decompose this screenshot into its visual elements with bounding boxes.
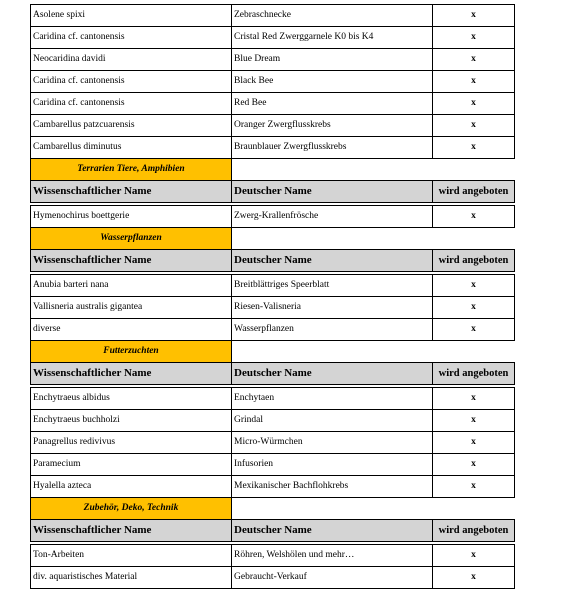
section-title-row bbox=[31, 498, 515, 520]
table-row bbox=[31, 5, 515, 27]
section-title: Wasserpflanzen bbox=[31, 228, 232, 250]
table-row bbox=[31, 319, 515, 341]
header-scientific-name: Wissenschaftlicher Name bbox=[31, 250, 232, 272]
table-row bbox=[31, 476, 515, 498]
table-row bbox=[31, 49, 515, 71]
german-name-cell: Zebraschnecke bbox=[232, 5, 433, 27]
header-german-name: Deutscher Name bbox=[232, 520, 433, 542]
empty-cell bbox=[232, 341, 515, 363]
offered-mark-cell: x bbox=[433, 93, 515, 115]
header-german-name: Deutscher Name bbox=[232, 363, 433, 385]
scientific-name-cell: Enchytraeus buchholzi bbox=[31, 410, 232, 432]
header-offered: wird angeboten bbox=[433, 363, 515, 385]
german-name-cell: Röhren, Welshölen und mehr… bbox=[232, 545, 433, 567]
offered-mark-cell: x bbox=[433, 5, 515, 27]
german-name-cell: Blue Dream bbox=[232, 49, 433, 71]
german-name-cell: Oranger Zwergflusskrebs bbox=[232, 115, 433, 137]
german-name-cell: Mexikanischer Bachflohkrebs bbox=[232, 476, 433, 498]
german-name-cell: Cristal Red Zwerggarnele K0 bis K4 bbox=[232, 27, 433, 49]
header-scientific-name: Wissenschaftlicher Name bbox=[31, 363, 232, 385]
scientific-name-cell: Caridina cf. cantonensis bbox=[31, 71, 232, 93]
offer-table bbox=[30, 4, 515, 589]
scientific-name-cell: diverse bbox=[31, 319, 232, 341]
column-header-row bbox=[31, 181, 515, 203]
column-header-row bbox=[31, 250, 515, 272]
offered-mark-cell: x bbox=[433, 432, 515, 454]
empty-cell bbox=[232, 159, 515, 181]
scientific-name-cell: Cambarellus patzcuarensis bbox=[31, 115, 232, 137]
offered-mark-cell: x bbox=[433, 137, 515, 159]
empty-cell bbox=[232, 498, 515, 520]
scientific-name-cell: Ton-Arbeiten bbox=[31, 545, 232, 567]
offered-mark-cell: x bbox=[433, 71, 515, 93]
column-header-row bbox=[31, 363, 515, 385]
german-name-cell: Wasserpflanzen bbox=[232, 319, 433, 341]
scientific-name-cell: div. aquaristisches Material bbox=[31, 567, 232, 589]
table-row bbox=[31, 206, 515, 228]
column-header-row bbox=[31, 520, 515, 542]
german-name-cell: Enchytaen bbox=[232, 388, 433, 410]
german-name-cell: Gebraucht-Verkauf bbox=[232, 567, 433, 589]
table-row bbox=[31, 297, 515, 319]
offered-mark-cell: x bbox=[433, 319, 515, 341]
scientific-name-cell: Vallisneria australis gigantea bbox=[31, 297, 232, 319]
header-offered: wird angeboten bbox=[433, 250, 515, 272]
table-row bbox=[31, 275, 515, 297]
offered-mark-cell: x bbox=[433, 388, 515, 410]
scientific-name-cell: Neocaridina davidi bbox=[31, 49, 232, 71]
scientific-name-cell: Hyalella azteca bbox=[31, 476, 232, 498]
table-row bbox=[31, 545, 515, 567]
german-name-cell: Red Bee bbox=[232, 93, 433, 115]
german-name-cell: Riesen-Valisneria bbox=[232, 297, 433, 319]
section-title-row bbox=[31, 341, 515, 363]
german-name-cell: Breitblättriges Speerblatt bbox=[232, 275, 433, 297]
offered-mark-cell: x bbox=[433, 49, 515, 71]
offer-table-body bbox=[31, 5, 515, 589]
german-name-cell: Infusorien bbox=[232, 454, 433, 476]
header-scientific-name: Wissenschaftlicher Name bbox=[31, 181, 232, 203]
scientific-name-cell: Caridina cf. cantonensis bbox=[31, 27, 232, 49]
scientific-name-cell: Enchytraeus albidus bbox=[31, 388, 232, 410]
scientific-name-cell: Paramecium bbox=[31, 454, 232, 476]
german-name-cell: Braunblauer Zwergflusskrebs bbox=[232, 137, 433, 159]
offered-mark-cell: x bbox=[433, 115, 515, 137]
table-row bbox=[31, 93, 515, 115]
offered-mark-cell: x bbox=[433, 206, 515, 228]
offered-mark-cell: x bbox=[433, 27, 515, 49]
german-name-cell: Grindal bbox=[232, 410, 433, 432]
offered-mark-cell: x bbox=[433, 410, 515, 432]
scientific-name-cell: Asolene spixi bbox=[31, 5, 232, 27]
offered-mark-cell: x bbox=[433, 567, 515, 589]
table-row bbox=[31, 567, 515, 589]
german-name-cell: Zwerg-Krallenfrösche bbox=[232, 206, 433, 228]
table-row bbox=[31, 27, 515, 49]
table-row bbox=[31, 410, 515, 432]
offered-mark-cell: x bbox=[433, 275, 515, 297]
empty-cell bbox=[232, 228, 515, 250]
section-title: Futterzuchten bbox=[31, 341, 232, 363]
german-name-cell: Black Bee bbox=[232, 71, 433, 93]
section-title: Zubehör, Deko, Technik bbox=[31, 498, 232, 520]
offered-mark-cell: x bbox=[433, 476, 515, 498]
table-row bbox=[31, 388, 515, 410]
scientific-name-cell: Anubia barteri nana bbox=[31, 275, 232, 297]
table-row bbox=[31, 432, 515, 454]
table-row bbox=[31, 115, 515, 137]
section-title: Terrarien Tiere, Amphibien bbox=[31, 159, 232, 181]
header-german-name: Deutscher Name bbox=[232, 250, 433, 272]
section-title-row bbox=[31, 228, 515, 250]
offered-mark-cell: x bbox=[433, 454, 515, 476]
offered-mark-cell: x bbox=[433, 297, 515, 319]
header-german-name: Deutscher Name bbox=[232, 181, 433, 203]
header-scientific-name: Wissenschaftlicher Name bbox=[31, 520, 232, 542]
table-row bbox=[31, 454, 515, 476]
header-offered: wird angeboten bbox=[433, 520, 515, 542]
german-name-cell: Micro-Würmchen bbox=[232, 432, 433, 454]
scientific-name-cell: Caridina cf. cantonensis bbox=[31, 93, 232, 115]
table-row bbox=[31, 71, 515, 93]
scientific-name-cell: Cambarellus diminutus bbox=[31, 137, 232, 159]
header-offered: wird angeboten bbox=[433, 181, 515, 203]
table-row bbox=[31, 137, 515, 159]
offered-mark-cell: x bbox=[433, 545, 515, 567]
scientific-name-cell: Hymenochirus boettgerie bbox=[31, 206, 232, 228]
scientific-name-cell: Panagrellus redivivus bbox=[31, 432, 232, 454]
section-title-row bbox=[31, 159, 515, 181]
